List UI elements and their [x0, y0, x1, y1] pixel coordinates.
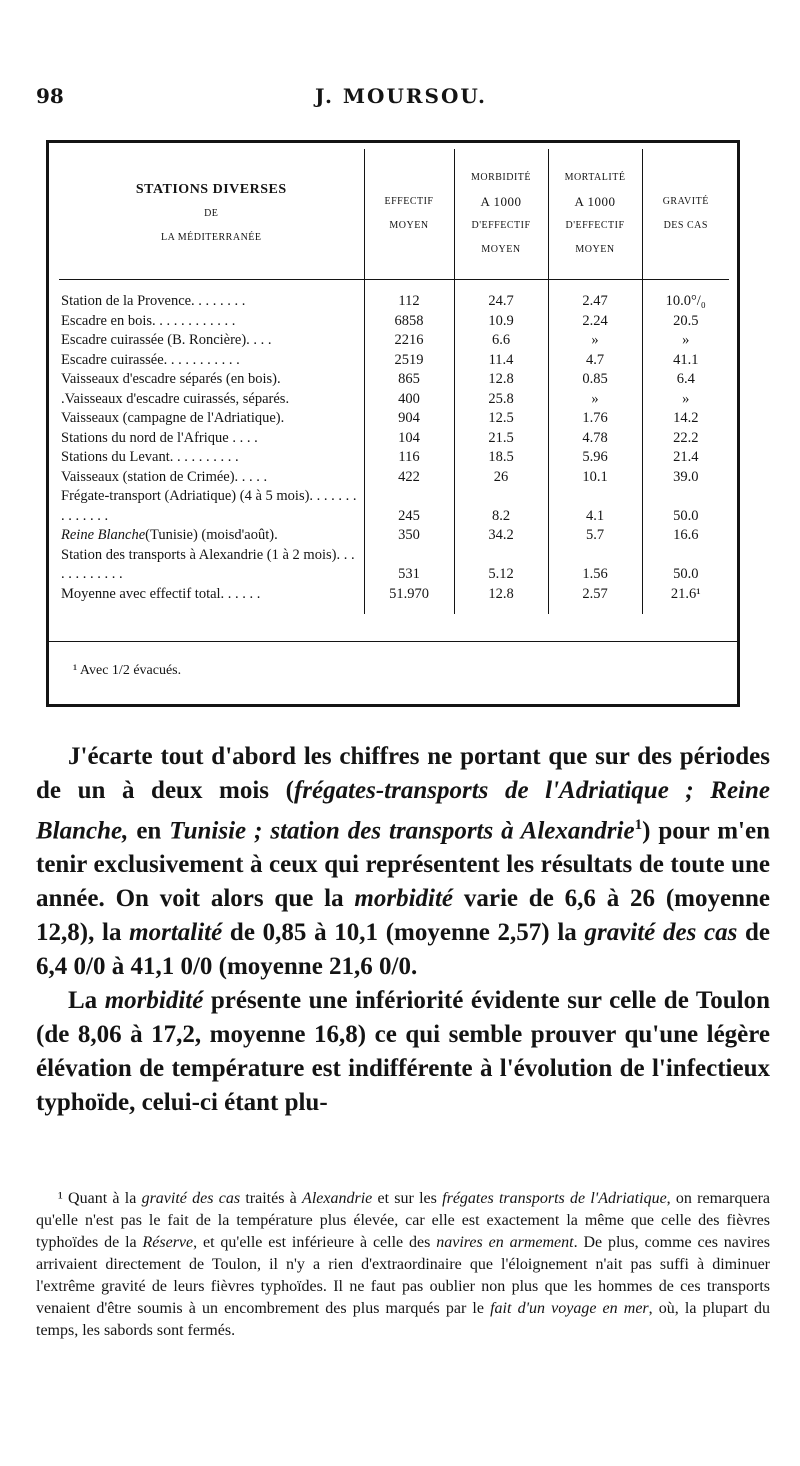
text-run: de 0,85 à 10,1 (moyenne 2,57) la	[222, 919, 585, 947]
cell-morbidite: 6.6	[454, 331, 548, 351]
cell-mortalite: 5.96	[548, 448, 642, 468]
table-row	[59, 468, 729, 488]
footnote-marker: 1	[634, 817, 643, 833]
cell-effectif: 6858	[364, 312, 454, 332]
table-row	[59, 585, 729, 615]
text-run: et sur les	[372, 1190, 443, 1207]
cell-morbidite: 34.2	[454, 526, 548, 546]
italic-text: Alexandrie	[302, 1190, 373, 1207]
cell-gravite: »	[642, 331, 729, 351]
text-run: varie de 6,6 à 26 (moyenne 12,8), la	[36, 885, 770, 947]
cell-gravite: 50.0	[642, 546, 729, 585]
italic-text: frégates-transports de l'Adriatique ; Reine Blanche,	[36, 777, 770, 845]
column-header-morbidite	[454, 149, 548, 280]
station-name: Moyenne avec effectif total. . . . . .	[61, 585, 261, 602]
body-text	[36, 740, 770, 1120]
table-row	[59, 526, 729, 546]
italic-text: navires en armement	[436, 1234, 574, 1251]
italic-text: morbidité	[104, 987, 204, 1015]
station-name: Vaisseaux d'escadre séparés (en bois).	[61, 371, 281, 387]
table-body	[59, 280, 729, 615]
italic-text: gravité des cas	[584, 919, 738, 947]
header-line: MOYEN	[481, 244, 521, 255]
cell-effectif: 245	[364, 487, 454, 526]
table-row	[59, 429, 729, 449]
table-row	[59, 448, 729, 468]
station-name: Escadre cuirassée (B. Roncière). . . .	[61, 332, 272, 348]
column-header-station	[59, 149, 364, 280]
table-row	[59, 312, 729, 332]
page-footnote	[36, 1188, 770, 1342]
cell-effectif: 531	[364, 546, 454, 585]
header-line: MOYEN	[389, 220, 429, 231]
column-header-mortalite	[548, 149, 642, 280]
table-row	[59, 487, 729, 526]
cell-effectif: 104	[364, 429, 454, 449]
table-row	[59, 280, 729, 312]
station-name: Vaisseaux (campagne de l'Adriatique).	[61, 410, 285, 426]
cell-gravite: 6.4	[642, 370, 729, 390]
cell-gravite: 41.1	[642, 351, 729, 371]
page-number: 98	[36, 84, 64, 108]
column-header-gravite	[642, 149, 729, 280]
station-name-rest: (Tunisie) (moisd'août).	[145, 527, 278, 543]
cell-morbidite: 26	[454, 468, 548, 488]
cell-mortalite: 2.24	[548, 312, 642, 332]
cell-mortalite: »	[548, 331, 642, 351]
header-line: MORTALITÉ	[564, 172, 626, 183]
cell-effectif: 904	[364, 409, 454, 429]
header-line: D'EFFECTIF	[471, 220, 531, 231]
station-name: Escadre cuirassée. . . . . . . . . . .	[61, 351, 240, 368]
header-line: A 1000	[574, 194, 616, 209]
header-line: DES CAS	[663, 220, 708, 231]
italic-text: mortalité	[129, 919, 223, 947]
header-line: EFFECTIF	[384, 196, 434, 207]
cell-mortalite: »	[548, 390, 642, 410]
cell-gravite: 10.0°/₀	[642, 280, 729, 312]
cell-gravite: 20.5	[642, 312, 729, 332]
station-name: Stations du nord de l'Afrique . . . .	[61, 429, 258, 446]
station-name: Frégate-transport (Adriatique) (4 à 5 mois). . . . . . . . . . . . . .	[61, 488, 357, 524]
cell-effectif: 2216	[364, 331, 454, 351]
cell-morbidite: 10.9	[454, 312, 548, 332]
header-line: A 1000	[480, 194, 522, 209]
station-name: Stations du Levant. . . . . . . . . .	[61, 449, 239, 465]
italic-text: Réserve	[142, 1234, 194, 1251]
table-footnote: ¹ Avec 1/2 évacués.	[73, 663, 182, 678]
header-line: LA MÉDITERRANÉE	[160, 232, 262, 243]
cell-mortalite: 1.76	[548, 409, 642, 429]
cell-mortalite: 4.78	[548, 429, 642, 449]
cell-effectif: 865	[364, 370, 454, 390]
text-run: J'écarte tout d'abord les chiffres ne portant que sur des périodes de un à deux mois (	[36, 743, 770, 804]
cell-gravite: 21.4	[642, 448, 729, 468]
table-header-row	[59, 149, 729, 280]
italic-text: gravité des cas	[141, 1190, 241, 1207]
footnote-text	[36, 1188, 770, 1342]
header-line: DE	[204, 208, 219, 219]
station-name: Escadre en bois. . . . . . . . . . . .	[61, 312, 236, 329]
cell-effectif: 400	[364, 390, 454, 410]
text-run: ¹ Quant à la	[58, 1190, 142, 1207]
cell-morbidite: 12.5	[454, 409, 548, 429]
cell-gravite: 39.0	[642, 468, 729, 488]
cell-morbidite: 24.7	[454, 280, 548, 312]
text-run: , où, la plupart du temps, les sabords sont fermés.	[36, 1300, 771, 1339]
station-name: Vaisseaux (station de Crimée). . . . .	[61, 468, 268, 485]
table-row	[59, 546, 729, 585]
text-run: , on remarquera qu'elle n'est pas le fait de la température plus élevée, car elle est exactement la même que celle des fièvres typhoïdes de la	[36, 1190, 771, 1251]
cell-effectif: 51.970	[364, 585, 454, 615]
cell-morbidite: 8.2	[454, 487, 548, 526]
text-run: . De plus, comme ces navires arrivaient directement de Toulon, il n'y a rien d'extraordinaire que l'éloignement n'ait pas suffi à diminuer l'extrême gravité de leurs fièvres typhoïdes. Il ne faut pas oublier non plus que les hommes de ces transports venaient d'être soumis à un encombrement des plus marqués par le	[36, 1234, 770, 1317]
cell-mortalite: 2.57	[548, 585, 642, 615]
text-run: , et qu'elle est inférieure à celle des	[193, 1234, 437, 1251]
cell-mortalite: 4.7	[548, 351, 642, 371]
italic-text: fait d'un voyage en mer	[490, 1300, 649, 1317]
italic-text: frégates transports de l'Adriatique	[442, 1190, 667, 1207]
table-row	[59, 409, 729, 429]
italic-text: Tunisie ; station des transports à Alexandrie	[169, 817, 635, 845]
cell-mortalite: 0.85	[548, 370, 642, 390]
header-line: MORBIDITÉ	[470, 172, 532, 183]
station-name: Station de la Provence. . . . . . . .	[61, 293, 246, 309]
statistics-table	[59, 149, 729, 614]
cell-morbidite: 11.4	[454, 351, 548, 371]
cell-effectif: 116	[364, 448, 454, 468]
table-row	[59, 331, 729, 351]
paragraph	[36, 984, 770, 1120]
station-name: .Vaisseaux d'escadre cuirassés, séparés.	[61, 390, 290, 407]
cell-morbidite: 25.8	[454, 390, 548, 410]
paragraph	[36, 740, 770, 984]
cell-effectif: 112	[364, 280, 454, 312]
column-header-effectif	[364, 149, 454, 280]
station-name	[59, 526, 364, 546]
cell-effectif: 350	[364, 526, 454, 546]
cell-mortalite: 10.1	[548, 468, 642, 488]
text-run: La	[68, 987, 105, 1015]
cell-gravite: »	[642, 390, 729, 410]
station-name: Station des transports à Alexandrie (1 à 2 mois). . . . . . . . . . . .	[61, 546, 355, 582]
cell-morbidite: 21.5	[454, 429, 548, 449]
station-name-italic: Reine Blanche	[61, 527, 146, 543]
cell-mortalite: 4.1	[548, 487, 642, 526]
text-run: ) pour m'en tenir exclusivement à ceux qui représentent les résultats de toute une année. On voit alors que la	[36, 817, 771, 913]
cell-mortalite: 5.7	[548, 526, 642, 546]
table-row	[59, 370, 729, 390]
italic-text: morbidité	[354, 885, 454, 913]
cell-morbidite: 12.8	[454, 370, 548, 390]
cell-gravite: 21.6¹	[642, 585, 729, 615]
table-divider	[49, 641, 737, 642]
cell-effectif: 2519	[364, 351, 454, 371]
cell-mortalite: 1.56	[548, 546, 642, 585]
cell-effectif: 422	[364, 468, 454, 488]
cell-morbidite: 12.8	[454, 585, 548, 615]
text-run: traités à	[240, 1190, 303, 1207]
running-title: J. MOURSOU.	[315, 84, 487, 108]
page-header	[36, 84, 766, 114]
header-line: GRAVITÉ	[662, 196, 709, 207]
header-line: STATIONS DIVERSES	[135, 182, 287, 197]
statistics-table-frame	[46, 140, 740, 707]
cell-morbidite: 18.5	[454, 448, 548, 468]
text-run: de 6,4 0/0 à 41,1 0/0 (moyenne 21,6 0/0.	[36, 919, 771, 981]
cell-gravite: 50.0	[642, 487, 729, 526]
cell-mortalite: 2.47	[548, 280, 642, 312]
cell-morbidite: 5.12	[454, 546, 548, 585]
cell-gravite: 16.6	[642, 526, 729, 546]
text-run: en	[128, 817, 170, 845]
header-line: MOYEN	[575, 244, 615, 255]
text-run: présente une infériorité évidente sur celle de Toulon (de 8,06 à 17,2, moyenne 16,8) ce qui semble prouver qu'une légère élévation de température est indifférente à l'évolution de l'infectieux typhoïde, celui-ci étant plu-	[36, 987, 770, 1117]
header-line: D'EFFECTIF	[565, 220, 625, 231]
table-row	[59, 390, 729, 410]
table-row	[59, 351, 729, 371]
cell-gravite: 22.2	[642, 429, 729, 449]
cell-gravite: 14.2	[642, 409, 729, 429]
